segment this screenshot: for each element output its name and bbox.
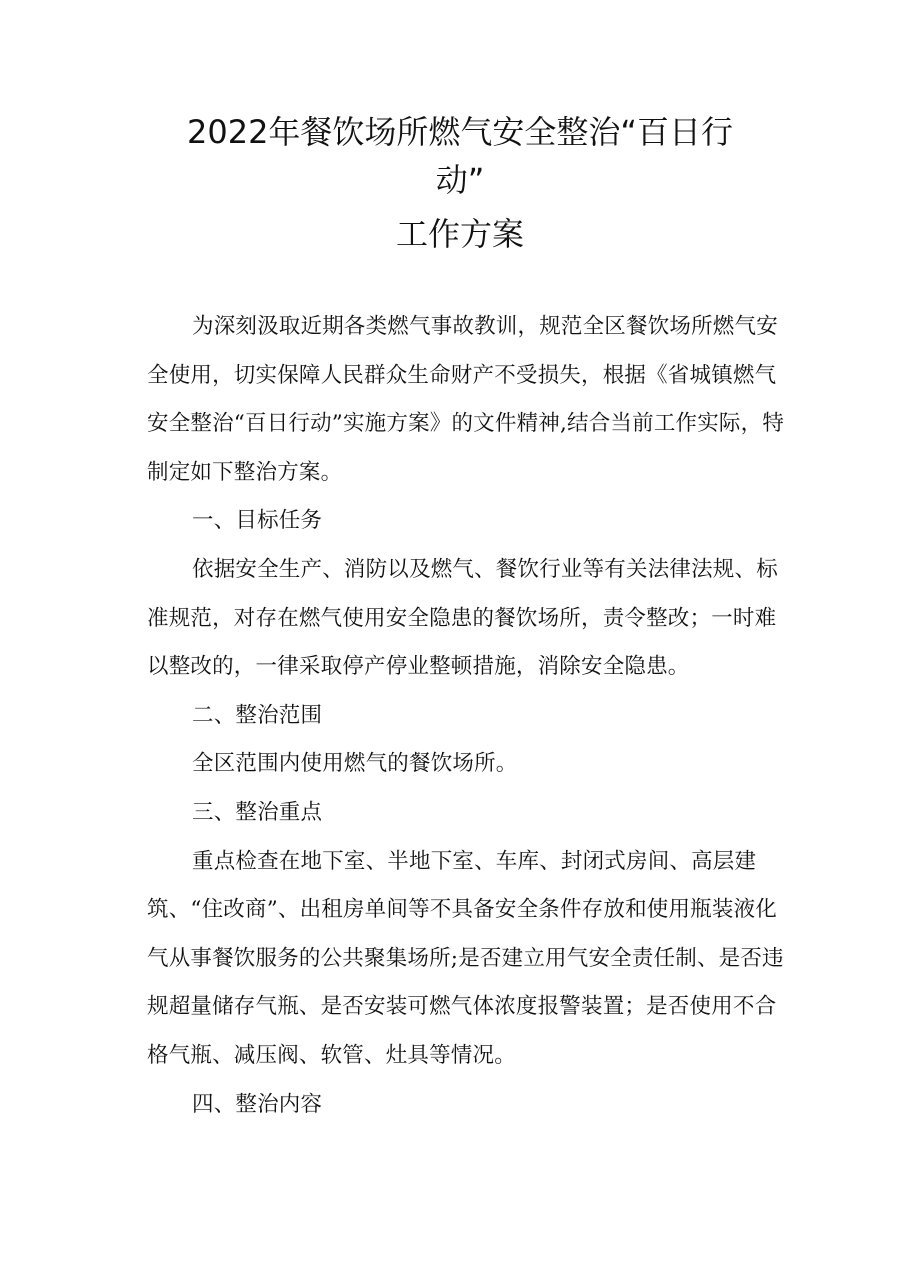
section-2-heading: 二、整治范围 (192, 702, 323, 728)
title-line-2: 动” (435, 161, 485, 199)
section-3-heading: 三、整治重点 (192, 799, 323, 825)
intro-paragraph: 为深刻汲取近期各类燃气事故教训，规范全区餐饮场所燃气安全使用，切实保障人民群众生命财产不受损失，根据《省城镇燃气安全整治“百日行动”实施方案》的文件精神,结合当前工作实际，特制定如下整治方案。 (147, 314, 785, 485)
section-1-paragraph: 依据安全生产、消防以及燃气、餐饮行业等有关法律法规、标准规范，对存在燃气使用安全隐患的餐饮场所，责令整改；一时难以整改的，一律采取停产停业整顿措施，消除安全隐患。 (147, 556, 778, 680)
section-4-heading: 四、整治内容 (192, 1091, 323, 1117)
section-2-paragraph: 全区范围内使用燃气的餐饮场所。 (192, 751, 518, 777)
document-body (147, 303, 787, 1129)
section-3-paragraph: 重点检查在地下室、半地下室、车库、封闭式房间、高层建筑、“住改商”、出租房单间等不具备安全条件存放和使用瓶装液化气从事餐饮服务的公共聚集场所;是否建立用气安全责任制、是否违规超量储存气瓶、是否安装可燃气体浓度报警装置；是否使用不合格气瓶、减压阀、软管、灶具等情况。 (147, 848, 784, 1068)
section-1-heading: 一、目标任务 (192, 508, 323, 534)
title-line-1: 2022年餐饮场所燃气安全整治“百日行 (186, 113, 734, 151)
document-title (140, 108, 780, 258)
title-line-3: 工作方案 (395, 215, 524, 253)
